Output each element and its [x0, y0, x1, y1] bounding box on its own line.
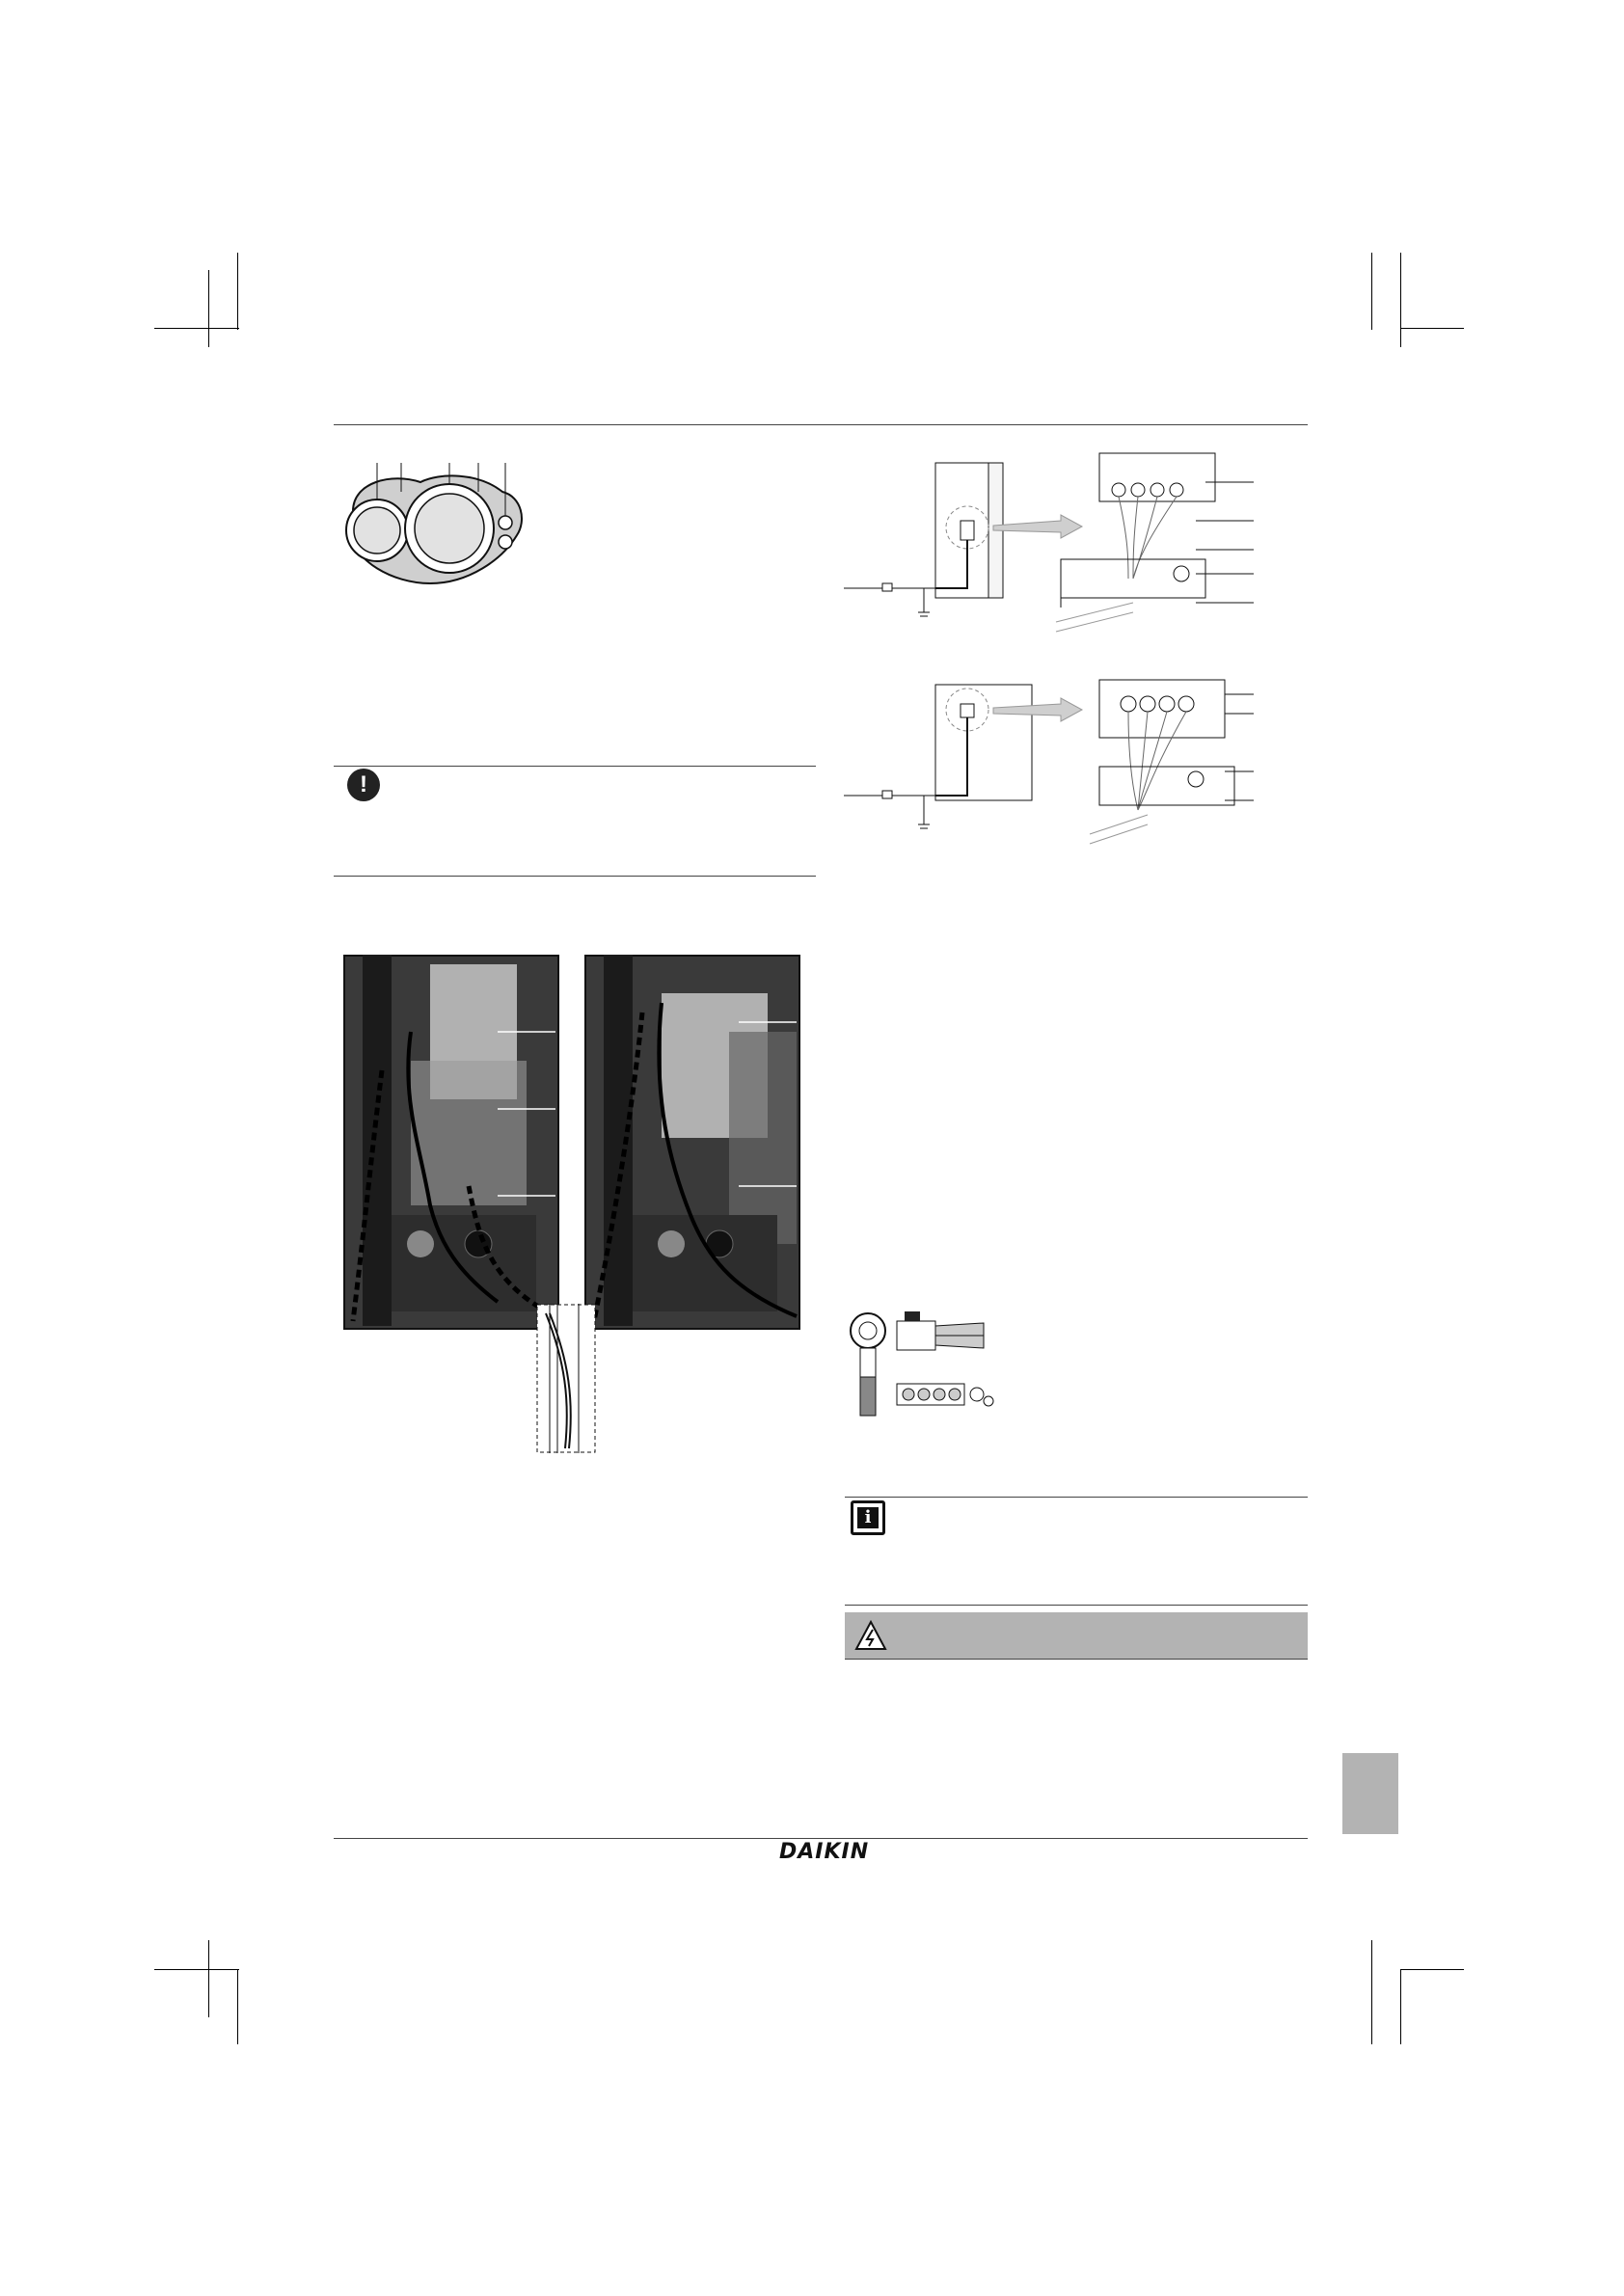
info-icon: i [851, 1500, 885, 1535]
notice-top-rule [334, 766, 816, 767]
terminal-wiring-diagram-top [839, 444, 1263, 641]
cable-detail-inset [536, 1304, 596, 1453]
footer-rule [334, 1838, 1308, 1839]
info-bottom-rule [845, 1605, 1308, 1606]
knockout-hole-figure [334, 453, 527, 598]
notice-bottom-rule [334, 876, 816, 877]
daikin-logo: DAIKIN [779, 1840, 870, 1864]
warning-bottom-rule [845, 1659, 1308, 1660]
exclamation-circle-icon: ! [347, 769, 380, 801]
header-rule [334, 424, 1308, 425]
crimp-terminal-figure [839, 1302, 1032, 1427]
info-top-rule [845, 1497, 1308, 1498]
side-tab [1342, 1753, 1398, 1834]
terminal-wiring-diagram-bottom [839, 665, 1263, 858]
electrical-hazard-icon [854, 1620, 887, 1651]
warning-bar [845, 1612, 1308, 1659]
